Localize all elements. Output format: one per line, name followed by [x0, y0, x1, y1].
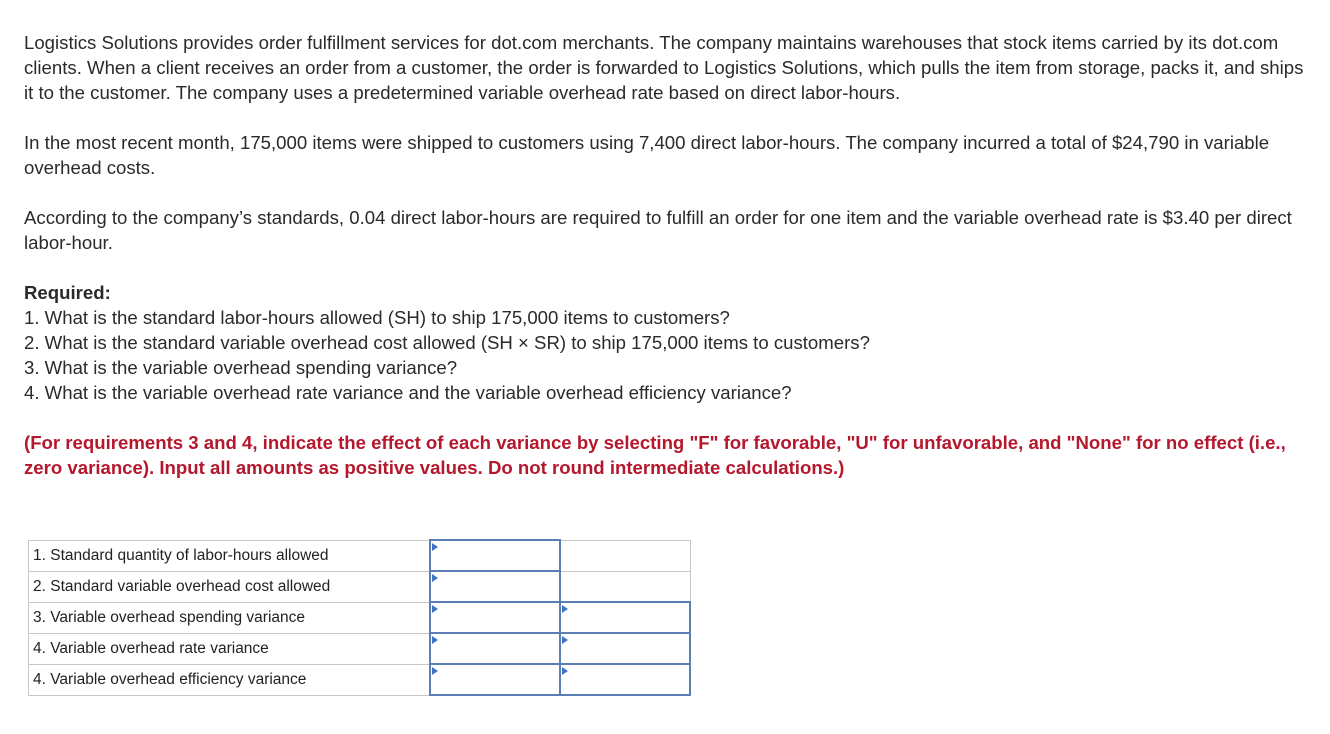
dropdown-marker-icon: [562, 605, 568, 613]
table-row: [29, 540, 691, 571]
requirements-list: [24, 305, 1314, 405]
row-label: 1. Standard quantity of labor-hours allowed: [29, 540, 431, 571]
amount-cell[interactable]: [430, 633, 560, 664]
table-row: [29, 664, 691, 695]
problem-paragraph-1: Logistics Solutions provides order fulfillment services for dot.com merchants. The company maintains warehouses that stock items carried by its dot.com clients. When a client receives an order from a customer, the order is forwarded to Logistics Solutions, which pulls the item from storage, packs it, and ships it to the customer. The company uses a predetermined variable overhead rate based on direct labor-hours.: [24, 32, 1304, 103]
effect-cell[interactable]: [560, 602, 690, 633]
required-heading: Required:: [24, 282, 111, 303]
effect-select-3[interactable]: [561, 602, 693, 633]
input-marker-icon: [432, 574, 438, 582]
requirement-item: 4. What is the variable overhead rate variance and the variable overhead efficiency variance?: [24, 382, 792, 403]
problem-paragraph-2: In the most recent month, 175,000 items were shipped to customers using 7,400 direct labor-hours. The company incurred a total of $24,790 in variable overhead costs.: [24, 132, 1270, 178]
amount-cell[interactable]: [430, 664, 560, 695]
instruction-text: (For requirements 3 and 4, indicate the effect of each variance by selecting "F" for favorable, "U" for unfavorable, and "None" for no effect (i.e., zero variance). Input all amounts as positive values. Do not round intermediate calculations.): [24, 432, 1286, 478]
blank-cell: [560, 571, 690, 602]
amount-input-5[interactable]: [431, 664, 563, 695]
row-label: 3. Variable overhead spending variance: [29, 602, 431, 633]
amount-input-3[interactable]: [431, 602, 563, 633]
requirement-item: 2. What is the standard variable overhead cost allowed (SH × SR) to ship 175,000 items to customers?: [24, 332, 870, 353]
input-marker-icon: [432, 667, 438, 675]
row-label: 2. Standard variable overhead cost allowed: [29, 571, 431, 602]
effect-cell[interactable]: [560, 664, 690, 695]
row-label: 4. Variable overhead efficiency variance: [29, 664, 431, 695]
table-row: [29, 571, 691, 602]
input-marker-icon: [432, 543, 438, 551]
effect-select-4[interactable]: [561, 633, 693, 664]
input-marker-icon: [432, 605, 438, 613]
amount-cell[interactable]: [430, 571, 560, 602]
problem-paragraph-3: According to the company’s standards, 0.04 direct labor-hours are required to fulfill an order for one item and the variable overhead rate is $3.40 per direct labor-hour.: [24, 207, 1292, 253]
row-label: 4. Variable overhead rate variance: [29, 633, 431, 664]
table-row: [29, 633, 691, 664]
dropdown-marker-icon: [562, 636, 568, 644]
amount-input-1[interactable]: [431, 540, 563, 571]
requirement-item: 3. What is the variable overhead spending variance?: [24, 357, 458, 378]
problem-content: [24, 30, 1314, 480]
effect-select-5[interactable]: [561, 664, 693, 695]
blank-cell: [560, 540, 690, 571]
table-row: [29, 602, 691, 633]
amount-cell[interactable]: [430, 602, 560, 633]
effect-cell[interactable]: [560, 633, 690, 664]
answer-table: [28, 539, 691, 696]
input-marker-icon: [432, 636, 438, 644]
amount-cell[interactable]: [430, 540, 560, 571]
requirement-item: 1. What is the standard labor-hours allowed (SH) to ship 175,000 items to customers?: [24, 307, 730, 328]
amount-input-4[interactable]: [431, 633, 563, 664]
amount-input-2[interactable]: [431, 571, 563, 602]
dropdown-marker-icon: [562, 667, 568, 675]
